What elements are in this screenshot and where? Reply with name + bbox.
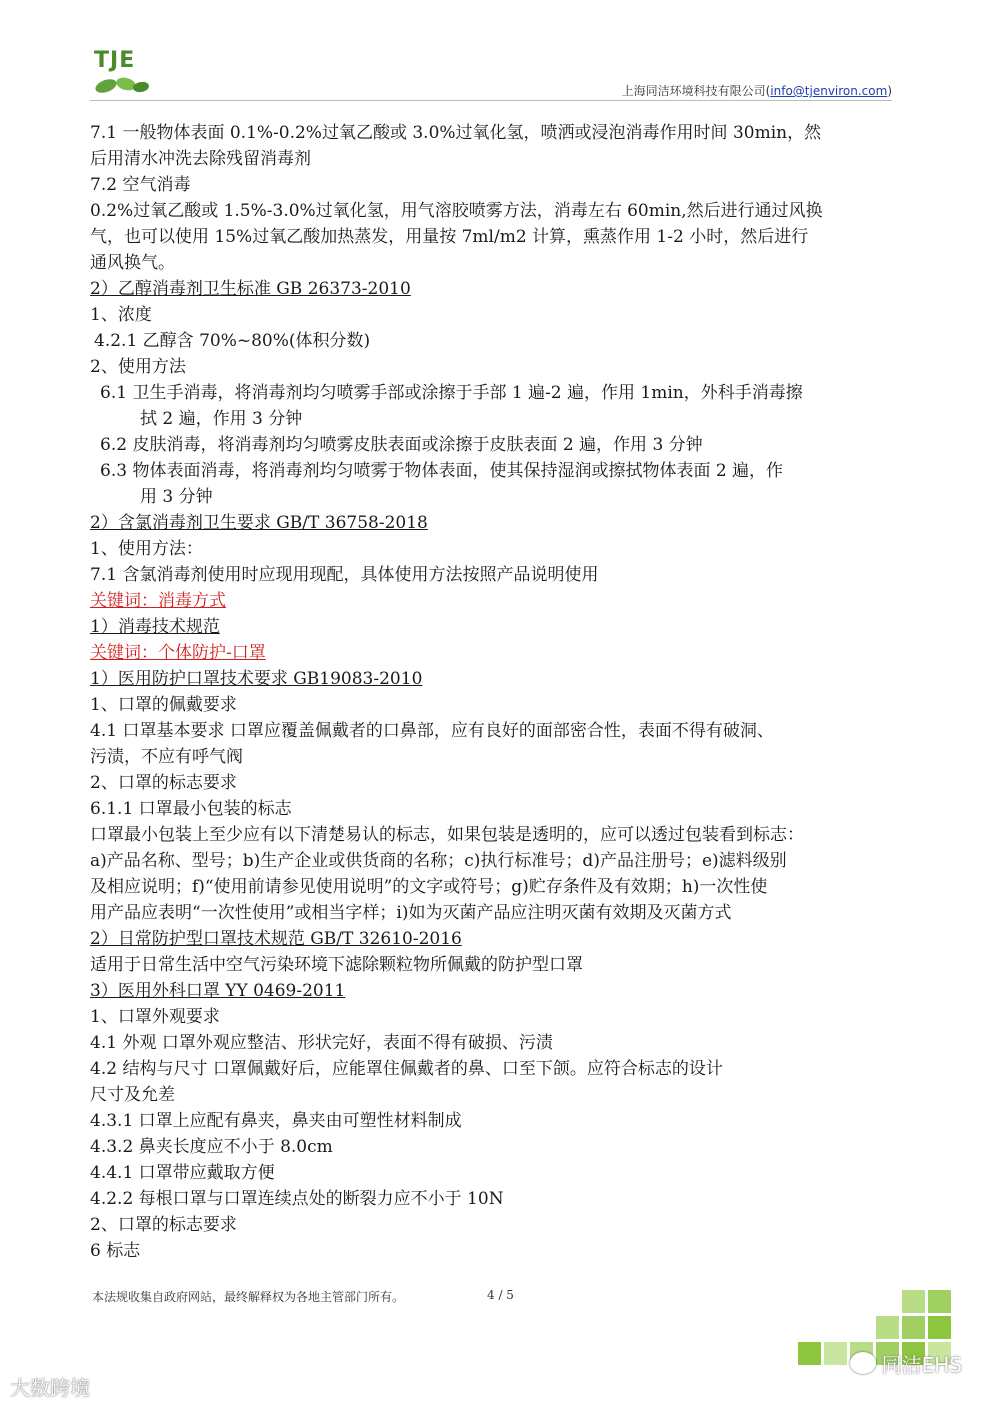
text-line [90, 328, 910, 354]
line-text: 2、使用方法 [90, 357, 186, 377]
line-text: 2、口罩的标志要求 [90, 773, 237, 793]
text-line [90, 458, 910, 484]
text-line [90, 432, 910, 458]
line-text: 6.3 物体表面消毒，将消毒剂均匀喷雾于物体表面，使其保持湿润或擦拭物体表面 2 遍，作 [100, 461, 784, 481]
text-line [90, 1004, 910, 1030]
line-text: 气，也可以使用 15%过氧乙酸加热蒸发，用量按 7ml/m2 计算，熏蒸作用 1-2 小时，然后进行 [90, 227, 809, 247]
text-line [90, 822, 910, 848]
text-line [90, 900, 910, 926]
text-line [90, 120, 910, 146]
watermark-left-text: 大数跨境 [10, 1376, 90, 1400]
line-text: 1、浓度 [90, 305, 152, 325]
line-text: 4.4.1 口罩带应戴取方便 [90, 1163, 275, 1183]
text-line [90, 1108, 910, 1134]
line-text: 4.1 外观 口罩外观应整洁、形状完好，表面不得有破损、污渍 [90, 1033, 553, 1053]
text-line [90, 536, 910, 562]
footer-disclaimer: 本法规收集自政府网站，最终解释权为各地主管部门所有。 [92, 1290, 405, 1304]
text-line [90, 1030, 910, 1056]
line-text: 1、口罩外观要求 [90, 1007, 220, 1027]
text-line [90, 1056, 910, 1082]
watermark-right-text: 同洁EHS [881, 1352, 962, 1377]
document-body [90, 120, 910, 1264]
line-text: 1、使用方法： [90, 539, 203, 559]
logo-text: TJE [94, 48, 136, 73]
page-number: 4 / 5 [487, 1288, 514, 1302]
section-heading [90, 978, 910, 1004]
text-line [90, 692, 910, 718]
company-label: 上海同洁环境科技有限公司( [621, 84, 771, 98]
text-line [90, 1134, 910, 1160]
company-name [622, 82, 892, 99]
leaf-icon [94, 72, 150, 96]
line-text: 适用于日常生活中空气污染环境下滤除颗粒物所佩戴的防护型口罩 [90, 955, 583, 975]
line-text: 后用清水冲洗去除残留消毒剂 [90, 149, 311, 169]
line-text: 6 标志 [90, 1241, 141, 1261]
text-line [90, 562, 910, 588]
line-text: 2）乙醇消毒剂卫生标准 GB 26373-2010 [90, 279, 411, 299]
section-heading [90, 666, 910, 692]
line-text: 拭 2 遍，作用 3 分钟 [140, 409, 303, 429]
text-line [90, 146, 910, 172]
tile [902, 1290, 925, 1313]
section-heading [90, 510, 910, 536]
text-line [90, 1186, 910, 1212]
line-text: 用产品应表明“一次性使用”或相当字样；i)如为灭菌产品应注明灭菌有效期及灭菌方式 [90, 903, 732, 923]
company-close: ) [887, 84, 892, 98]
text-line [90, 1160, 910, 1186]
text-line [90, 744, 910, 770]
company-logo [94, 48, 150, 96]
line-text: 4.3.1 口罩上应配有鼻夹，鼻夹由可塑性材料制成 [90, 1111, 462, 1131]
text-line [90, 1238, 910, 1264]
text-line [90, 406, 910, 432]
text-line [90, 224, 910, 250]
tile [824, 1342, 847, 1365]
line-text: 6.1 卫生手消毒，将消毒剂均匀喷雾手部或涂擦于手部 1 遍-2 遍，作用 1min，外科手消毒擦 [100, 383, 803, 403]
line-text: 尺寸及允差 [90, 1085, 175, 1105]
line-text: 4.2 结构与尺寸 口罩佩戴好后，应能罩住佩戴者的鼻、口至下颌。应符合标志的设计 [90, 1059, 723, 1079]
text-line [90, 380, 910, 406]
line-text: 3）医用外科口罩 YY 0469-2011 [90, 981, 346, 1001]
tile [876, 1316, 899, 1339]
line-text: 口罩最小包装上至少应有以下清楚易认的标志，如果包装是透明的，应可以透过包装看到标志： [90, 825, 804, 845]
text-line [90, 1212, 910, 1238]
line-text: 2）日常防护型口罩技术规范 GB/T 32610-2016 [90, 929, 462, 949]
line-text: 4.2.1 乙醇含 70%~80%(体积分数) [94, 331, 371, 351]
keyword-heading [90, 640, 910, 666]
text-line [90, 354, 910, 380]
keyword-heading [90, 588, 910, 614]
text-line [90, 1082, 910, 1108]
text-line [90, 198, 910, 224]
watermark-left [10, 1372, 90, 1401]
line-text: 1）消毒技术规范 [90, 617, 220, 637]
section-heading [90, 926, 910, 952]
line-text: 1）医用防护口罩技术要求 GB19083-2010 [90, 669, 423, 689]
line-text: 及相应说明；f)“使用前请参见使用说明”的文字或符号；g)贮存条件及有效期；h)一次性使 [90, 877, 768, 897]
tile [798, 1342, 821, 1365]
line-text: 2、口罩的标志要求 [90, 1215, 237, 1235]
text-line [90, 848, 910, 874]
text-line [90, 484, 910, 510]
tile [928, 1290, 951, 1313]
line-text: 4.3.2 鼻夹长度应不小于 8.0cm [90, 1137, 333, 1157]
email-link[interactable]: info@tjenviron.com [770, 84, 888, 98]
line-text: a)产品名称、型号；b)生产企业或供货商的名称；c)执行标准号；d)产品注册号；e)滤料级别 [90, 851, 787, 871]
tile [902, 1316, 925, 1339]
line-text: 6.1.1 口罩最小包装的标志 [90, 799, 292, 819]
text-line [90, 796, 910, 822]
line-text: 4.2.2 每根口罩与口罩连续点处的断裂力应不小于 10N [90, 1189, 504, 1209]
line-text: 7.2 空气消毒 [90, 175, 191, 195]
header-divider [90, 100, 892, 101]
section-heading [90, 614, 910, 640]
line-text: 6.2 皮肤消毒，将消毒剂均匀喷雾皮肤表面或涂擦于皮肤表面 2 遍，作用 3 分钟 [100, 435, 703, 455]
watermark-right [850, 1346, 962, 1380]
line-text: 7.1 一般物体表面 0.1%-0.2%过氧乙酸或 3.0%过氧化氢，喷洒或浸泡消毒作用时间 30min，然 [90, 123, 822, 143]
line-text: 4.1 口罩基本要求 口罩应覆盖佩戴者的口鼻部，应有良好的面部密合性，表面不得有破洞、 [90, 721, 774, 741]
text-line [90, 172, 910, 198]
line-text: 用 3 分钟 [140, 487, 213, 507]
line-text: 关键词：消毒方式 [90, 591, 226, 611]
text-line [90, 874, 910, 900]
line-text: 关键词：个体防护-口罩 [90, 643, 266, 663]
line-text: 通风换气。 [90, 253, 175, 273]
line-text: 污渍，不应有呼气阀 [90, 747, 243, 767]
tile [928, 1316, 951, 1339]
line-text: 1、口罩的佩戴要求 [90, 695, 237, 715]
text-line [90, 302, 910, 328]
text-line [90, 952, 910, 978]
text-line [90, 718, 910, 744]
line-text: 0.2%过氧乙酸或 1.5%-3.0%过氧化氢，用气溶胶喷雾方法，消毒左右 60min,然后进行通过风换 [90, 201, 823, 221]
text-line [90, 770, 910, 796]
line-text: 7.1 含氯消毒剂使用时应现用现配，具体使用方法按照产品说明使用 [90, 565, 599, 585]
line-text: 2）含氯消毒剂卫生要求 GB/T 36758-2018 [90, 513, 428, 533]
text-line [90, 250, 910, 276]
wechat-icon [850, 1352, 876, 1374]
section-heading [90, 276, 910, 302]
